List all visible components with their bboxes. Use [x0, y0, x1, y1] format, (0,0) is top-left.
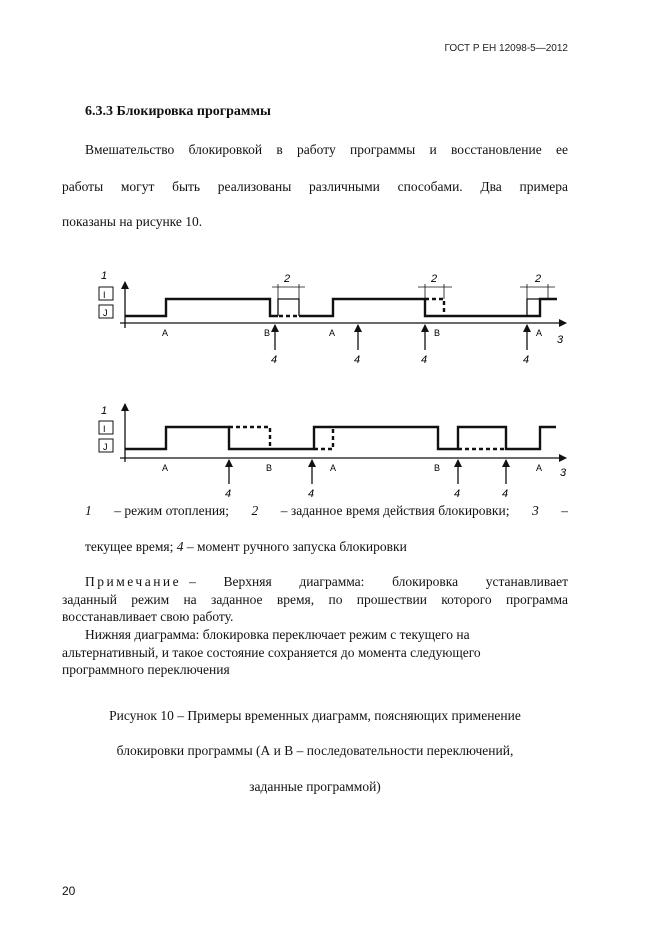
upper-switch-a-3: A: [536, 328, 543, 338]
upper-switch-a-2: A: [329, 328, 336, 338]
lower-signal: [125, 427, 556, 449]
lower-axis-y-label: 1: [101, 405, 108, 417]
lower-manual-label-2: 4: [308, 488, 315, 500]
upper-diagram: [99, 270, 566, 366]
upper-axis-x-label: 3: [557, 334, 564, 346]
lower-level-i: I: [103, 424, 106, 434]
intro-line-2: работы могут быть реализованы различными способами. Два примера: [62, 179, 568, 194]
upper-manual-label-2: 4: [354, 354, 361, 366]
legend-line-2: [85, 539, 407, 555]
note-line-2: заданный режим на заданное время, по прошествии которого программа: [62, 592, 568, 607]
page-header: ГОСТ Р ЕН 12098-5—2012: [444, 43, 568, 54]
note-line-1: [85, 573, 568, 591]
section-title: 6.3.3 Блокировка программы: [85, 104, 271, 119]
dim2-a-label: 2: [284, 273, 291, 285]
lower-manual-label-1: 4: [225, 488, 232, 500]
legend-line-1: [85, 503, 568, 519]
legend-text-3b: текущее время;: [85, 539, 174, 554]
upper-axis-y-label: 1: [101, 270, 108, 282]
note-text-1: – Верхняя диаграмма: блокировка устанавливает: [189, 574, 568, 589]
note-line-3: восстанавливает свою работу.: [62, 609, 234, 624]
note-label: Примечание: [85, 574, 182, 589]
upper-manual-label-1: 4: [271, 354, 278, 366]
legend-num-2: 2: [251, 503, 259, 518]
caption-line-1: Рисунок 10 – Примеры временных диаграмм, поясняющих применение: [109, 708, 521, 723]
intro-line-3: показаны на рисунке 10.: [62, 214, 203, 229]
intro-line-1: Вмешательство блокировкой в работу программы и восстановление ее: [85, 142, 568, 157]
upper-level-j: J: [103, 308, 108, 318]
lower-switch-b-2: B: [434, 463, 441, 473]
lower-switch-a-1: A: [162, 463, 169, 473]
upper-level-i-box: [99, 287, 113, 300]
legend-text-4: – момент ручного запуска блокировки: [186, 539, 407, 554]
note-line-4: Нижняя диаграмма: блокировка переключает режим с текущего на: [85, 627, 470, 642]
dim2-c-label: 2: [535, 273, 542, 285]
upper-level-i: I: [103, 290, 106, 300]
upper-signal-1: [125, 299, 278, 316]
upper-signal-2: [299, 299, 557, 316]
lower-axis-x-label: 3: [560, 467, 567, 479]
upper-switch-b-1: B: [264, 328, 271, 338]
lower-switch-a-2: A: [330, 463, 337, 473]
lower-switch-b-1: B: [266, 463, 273, 473]
lower-diagram: [99, 404, 567, 500]
lower-manual-label-3: 4: [454, 488, 461, 500]
lower-manual-label-4: 4: [502, 488, 509, 500]
lower-dashed-1: [229, 427, 270, 449]
lower-level-i-box: [99, 421, 113, 434]
legend-text-2: – заданное время действия блокировки;: [280, 503, 510, 518]
legend-text-1: – режим отопления;: [114, 503, 230, 518]
dim2-b-label: 2: [431, 273, 438, 285]
page-number: 20: [62, 884, 76, 898]
note-line-6: программного переключения: [62, 662, 230, 677]
upper-switch-a-1: A: [162, 328, 169, 338]
upper-override-1: [278, 299, 299, 316]
legend-num-1: 1: [85, 503, 92, 518]
note-line-5: альтернативный, и такое состояние сохраняется до момента следующего: [62, 645, 481, 660]
upper-manual-label-4: 4: [523, 354, 530, 366]
lower-dashed-2: [314, 427, 333, 449]
lower-switch-a-3: A: [536, 463, 543, 473]
legend-num-3: 3: [531, 503, 539, 518]
caption-line-2: блокировки программы (А и В – последовательности переключений,: [116, 743, 514, 758]
lower-level-j: J: [103, 442, 108, 452]
upper-manual-label-3: 4: [421, 354, 428, 366]
legend-text-3: –: [561, 503, 568, 518]
upper-switch-b-2: B: [434, 328, 441, 338]
legend-num-4: 4: [176, 539, 184, 554]
upper-override-3: [527, 299, 540, 316]
caption-line-3: заданные программой): [249, 779, 381, 794]
upper-dashed-2: [425, 299, 444, 316]
